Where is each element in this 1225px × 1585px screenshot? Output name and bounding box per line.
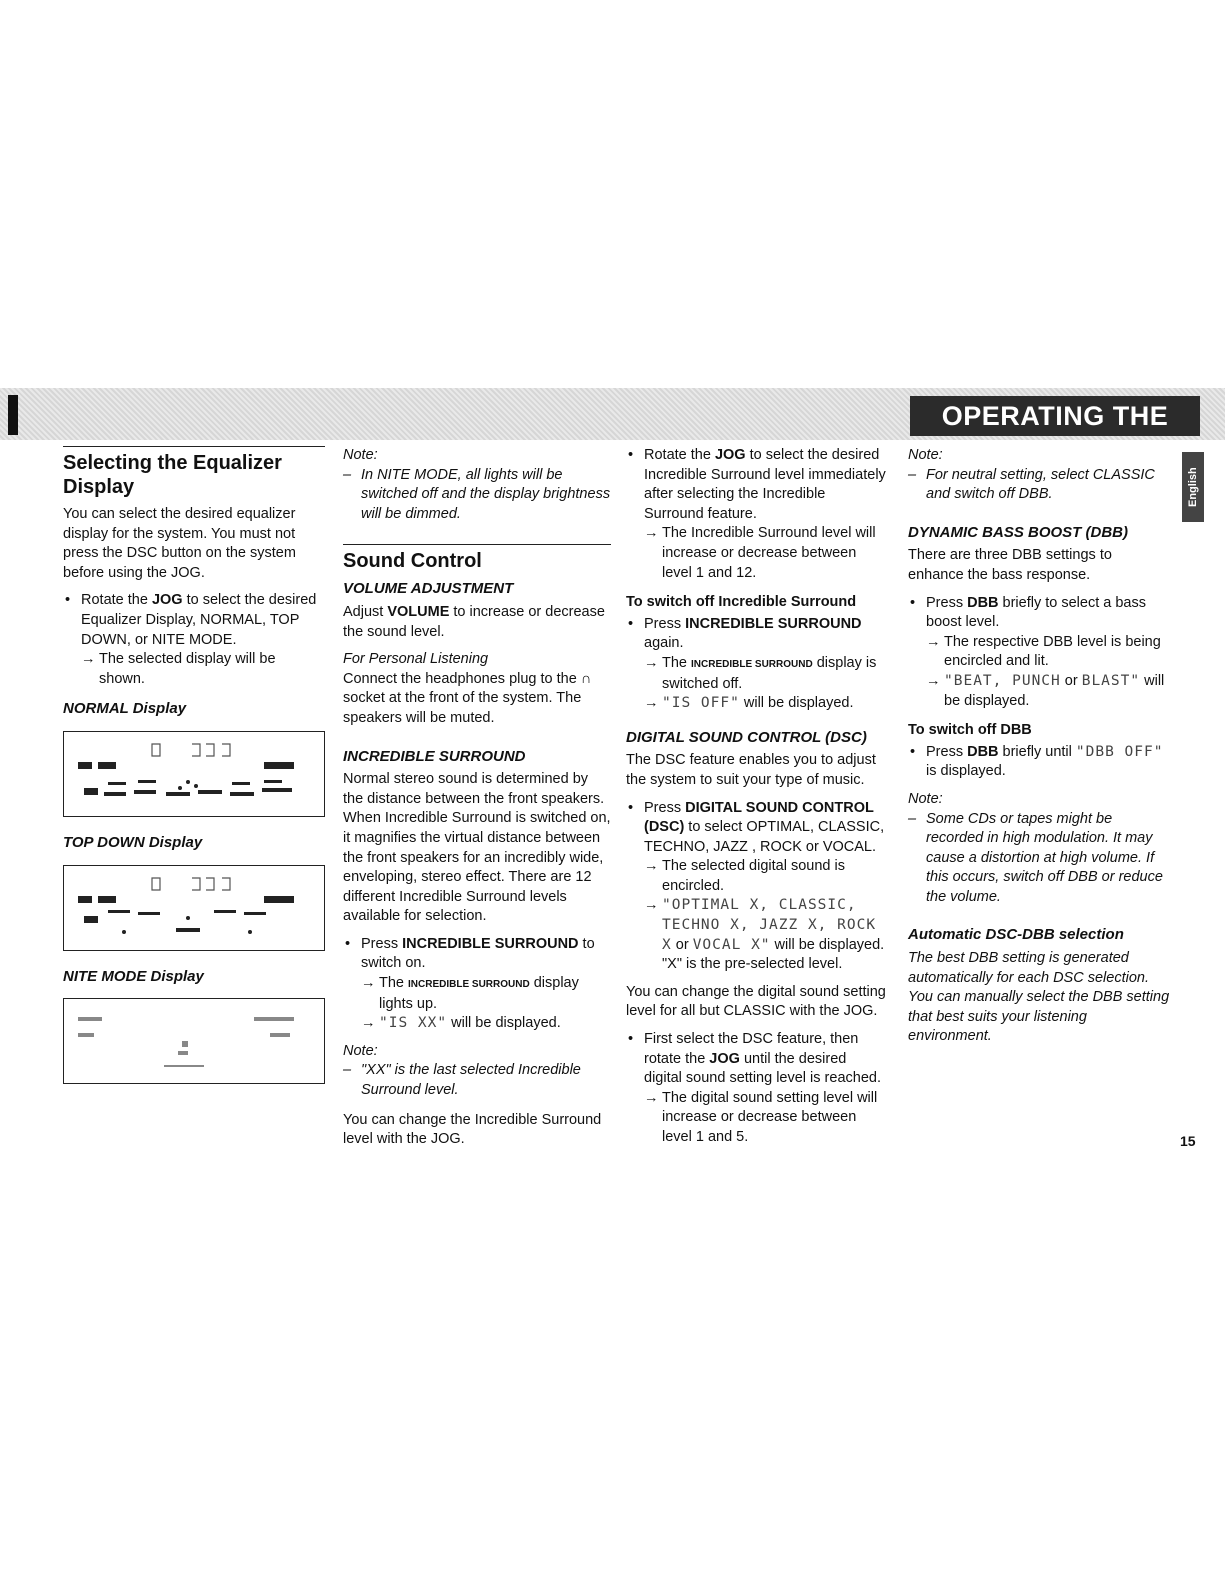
- volume-title: VOLUME ADJUSTMENT: [343, 580, 514, 598]
- volume-text: Adjust VOLUME to increase or decrease the sound level.: [343, 603, 605, 640]
- bullet-press-dbb: • Press DBB briefly to select a bass boost level. → The respective DBB level is being encircled and lit. → "BEAT, PUNCH or BLAST" will be displayed.: [908, 594, 1170, 712]
- auto-dsc-dbb-text: The best DBB setting is generated automatically for each DSC selection. You can manually select the DBB setting that best suits your listening environment.: [908, 950, 1170, 1045]
- equalizer-display-graphic: [64, 732, 316, 816]
- equalizer-intro: You can select the desired equalizer display for the system. You must not press the DSC button on the system before using the JOG.: [63, 506, 296, 581]
- incredible-change-text: You can change the Incredible Surround level with the JOG.: [343, 1111, 602, 1148]
- display-block-icon: [176, 928, 200, 932]
- result-line: → The INCREDIBLE SURROUND display lights up.: [361, 974, 611, 1014]
- switch-off-dbb-title: To switch off DBB: [908, 722, 1032, 739]
- dbb-title: DYNAMIC BASS BOOST (DBB): [908, 523, 1128, 541]
- dsc-text: The DSC feature enables you to adjust the system to suit your type of music.: [626, 752, 876, 788]
- display-block-icon: [182, 1041, 188, 1047]
- dsc-change-text: You can change the digital sound setting level for all but CLASSIC with the JOG.: [626, 983, 886, 1020]
- display-block-icon: [264, 762, 294, 769]
- topdown-display-image: [63, 865, 325, 951]
- display-block-icon: [214, 910, 236, 913]
- normal-display-image: [63, 731, 325, 817]
- bullet-press-dsc: • Press DIGITAL SOUND CONTROL (DSC) to select OPTIMAL, CLASSIC, TECHNO, JAZZ , ROCK or VOCAL. → The selected digital sound is encircled. → "OPTIMAL X, CLASSIC, TECHNO X, JAZZ X, ROCK X or VOCAL X" will be displayed. "X" is the pre-selected level.: [626, 799, 888, 975]
- dbb-text: There are three DBB settings to enhance the bass response.: [908, 547, 1112, 583]
- display-block-icon: [138, 780, 156, 783]
- result-line: → The selected digital sound is encircled.: [644, 857, 888, 896]
- display-block-icon: [232, 782, 250, 785]
- display-block-icon: [98, 762, 116, 769]
- display-block-icon: [262, 788, 292, 792]
- neutral-note: Note: – For neutral setting, select CLASSIC and switch off DBB.: [908, 446, 1170, 505]
- display-dot-icon: [122, 930, 126, 934]
- display-digit-icon: [192, 744, 230, 756]
- display-block-icon: [98, 896, 116, 903]
- display-dot-icon: [186, 916, 190, 920]
- nite-display-title: NITE MODE Display: [63, 967, 204, 985]
- incredible-surround-text: Normal stereo sound is determined by the distance between the front speakers. When Incredible Surround is switched on, it magnifies the virtual distance between the front speakers for an incredibly wide, enveloping, stereo effect. There are 12 different Incredible Surround levels available for selection.: [343, 771, 611, 925]
- nite-note: Note: – In NITE MODE, all lights will be switched off and the display brightness will be dimmed.: [343, 446, 611, 524]
- result-line: → The selected display will be shown.: [81, 650, 325, 689]
- result-line: → The respective DBB level is being encircled and lit.: [926, 633, 1170, 672]
- column-4: [908, 446, 1170, 1055]
- display-block-icon: [138, 912, 160, 915]
- page-number: 15: [1180, 1133, 1196, 1149]
- display-digit-icon: [152, 744, 160, 756]
- banner-edge-mark: [8, 395, 18, 435]
- modulation-note: Note: – Some CDs or tapes might be recorded in high modulation. It may cause a distortion at high volume. If this occurs, switch off DBB or reduce the volume.: [908, 790, 1170, 908]
- column-3: [626, 446, 888, 1156]
- display-block-icon: [78, 762, 92, 769]
- equalizer-display-graphic: [64, 866, 316, 950]
- display-dot-icon: [186, 780, 190, 784]
- display-dot-icon: [178, 786, 182, 790]
- display-block-icon: [164, 1065, 204, 1067]
- equalizer-heading: Selecting the Equalizer Display: [63, 452, 282, 498]
- personal-listening-title: For Personal Listening: [343, 651, 489, 668]
- heading-rule: [343, 544, 611, 573]
- display-digit-icon: [152, 878, 160, 890]
- display-block-icon: [84, 916, 98, 923]
- display-block-icon: [108, 782, 126, 785]
- display-block-icon: [134, 790, 156, 794]
- result-line: → "IS OFF" will be displayed.: [644, 694, 888, 714]
- nite-display-image: [63, 998, 325, 1084]
- display-block-icon: [270, 1033, 290, 1037]
- display-block-icon: [78, 1017, 102, 1021]
- display-block-icon: [230, 792, 254, 796]
- column-1: [63, 446, 325, 1100]
- display-block-icon: [104, 792, 126, 796]
- switch-off-surround-title: To switch off Incredible Surround: [626, 594, 857, 611]
- display-block-icon: [84, 788, 98, 795]
- display-block-icon: [198, 790, 222, 794]
- result-line: → "IS XX" will be displayed.: [361, 1014, 611, 1034]
- display-block-icon: [264, 780, 282, 783]
- column-2: [343, 446, 611, 1158]
- display-block-icon: [78, 1033, 94, 1037]
- display-block-icon: [78, 896, 92, 903]
- topdown-display-title: TOP DOWN Display: [63, 833, 203, 851]
- display-block-icon: [108, 910, 130, 913]
- result-line: → The INCREDIBLE SURROUND display is switched off.: [644, 654, 888, 694]
- result-line: → The digital sound setting level will increase or decrease between level 1 and 5.: [644, 1089, 888, 1148]
- display-dot-icon: [248, 930, 252, 934]
- display-dot-icon: [194, 784, 198, 788]
- bullet-press-dbb-off: • Press DBB briefly until "DBB OFF" is displayed.: [908, 743, 1170, 782]
- personal-listening-text: Connect the headphones plug to the ∩ socket at the front of the system. The speakers will be muted.: [343, 670, 592, 726]
- normal-display-title: NORMAL Display: [63, 700, 187, 718]
- incredible-note: Note: – "XX" is the last selected Incredible Surround level.: [343, 1042, 611, 1101]
- result-line: → "BEAT, PUNCH or BLAST" will be displayed.: [926, 672, 1170, 711]
- display-block-icon: [264, 896, 294, 903]
- result-line: → The Incredible Surround level will increase or decrease between level 1 and 12.: [644, 524, 888, 583]
- display-block-icon: [166, 792, 190, 796]
- auto-dsc-dbb-title: Automatic DSC-DBB selection: [908, 926, 1124, 944]
- bullet-first-select-dsc: • First select the DSC feature, then rotate the JOG until the desired digital sound setting level is reached. → The digital sound setting level will increase or decrease between level 1 and 5.: [626, 1030, 888, 1148]
- display-block-icon: [254, 1017, 294, 1021]
- heading-rule: [63, 446, 325, 499]
- sound-control-heading: Sound Control: [343, 550, 482, 573]
- equalizer-display-graphic: [64, 999, 316, 1083]
- display-digit-icon: [192, 878, 230, 890]
- bullet-press-surround-again: • Press INCREDIBLE SURROUND again. → The INCREDIBLE SURROUND display is switched off. → "IS OFF" will be displayed.: [626, 615, 888, 714]
- bullet-rotate-jog: • Rotate the JOG to select the desired Equalizer Display, NORMAL, TOP DOWN, or NITE MODE. → The selected display will be shown.: [63, 591, 325, 689]
- display-block-icon: [178, 1051, 188, 1055]
- section-title: OPERATING THE SYSTEM: [910, 396, 1200, 436]
- incredible-surround-title: INCREDIBLE SURROUND: [343, 747, 526, 765]
- result-line: → "OPTIMAL X, CLASSIC, TECHNO X, JAZZ X, ROCK X or VOCAL X" will be displayed. "X" is the pre-selected level.: [644, 896, 888, 974]
- bullet-rotate-jog-surround: • Rotate the JOG to select the desired Incredible Surround level immediately after selecting the Incredible Surround feature. → The Incredible Surround level will increase or decrease between level 1 and 12.: [626, 446, 888, 583]
- bullet-press-incredible: • Press INCREDIBLE SURROUND to switch on. → The INCREDIBLE SURROUND display lights up. → "IS XX" will be displayed.: [343, 935, 611, 1034]
- language-tab: English: [1182, 452, 1204, 522]
- display-block-icon: [244, 912, 266, 915]
- dsc-title: DIGITAL SOUND CONTROL (DSC): [626, 728, 867, 746]
